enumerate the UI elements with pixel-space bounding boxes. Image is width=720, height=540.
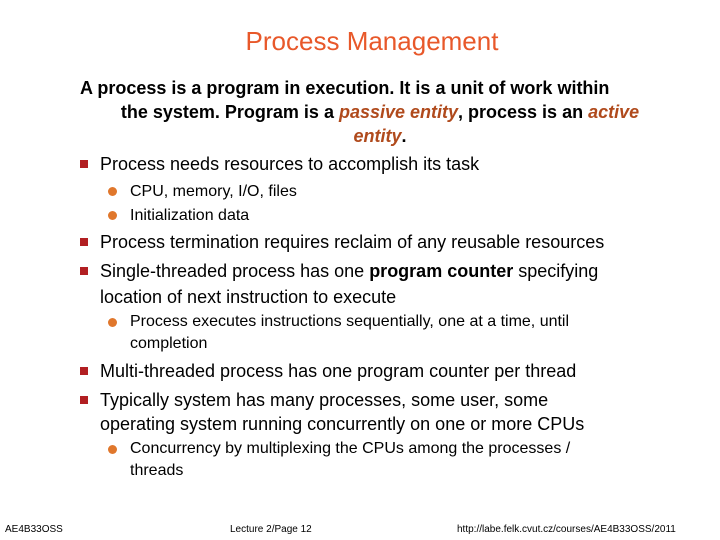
round-bullet-icon (108, 187, 117, 196)
bullet-text (100, 257, 680, 286)
bullet-text-part: specifying (513, 261, 599, 281)
bullet-text: Multi-threaded process has one program counter per thread (100, 361, 577, 381)
intro-paragraph (80, 76, 680, 148)
round-bullet-icon (108, 318, 117, 327)
intro-line-2 (80, 100, 680, 124)
intro-text: the system. Program is a (120, 102, 339, 122)
round-bullet-icon (108, 211, 117, 220)
intro-line-1: A process is a program in execution. It is a unit of work within (80, 78, 610, 98)
square-bullet-icon (80, 396, 88, 404)
intro-text: , process is an (458, 102, 589, 122)
footer-url: http://labe.felk.cvut.cz/courses/AE4B33OSS/2011 (457, 524, 676, 535)
sub-bullet-text: completion (130, 335, 208, 352)
bullet-text: location of next instruction to execute (100, 287, 397, 307)
slide-title: Process Management (245, 26, 499, 56)
passive-entity-term: passive entity (338, 102, 459, 122)
entity-term: entity (353, 126, 402, 146)
square-bullet-icon (80, 267, 88, 275)
program-counter-term: program counter (369, 261, 514, 281)
active-term: active (588, 102, 640, 122)
bullet-text: Typically system has many processes, some user, some (100, 390, 549, 410)
sub-bullet-text: CPU, memory, I/O, files (130, 183, 297, 200)
bullet-text-part: Single-threaded process has one (100, 261, 370, 281)
intro-period: . (401, 126, 407, 146)
square-bullet-icon (80, 238, 88, 246)
bullet-text: Process needs resources to accomplish its task (100, 154, 480, 174)
footer-course-code: AE4B33OSS (5, 524, 63, 535)
footer-page-number: Lecture 2/Page 12 (230, 524, 312, 535)
bullet-text: operating system running concurrently on one or more CPUs (100, 414, 585, 434)
square-bullet-icon (80, 367, 88, 375)
sub-bullet-text: Process executes instructions sequentially, one at a time, until (130, 313, 570, 330)
bullet-text: Process termination requires reclaim of any reusable resources (100, 232, 605, 252)
round-bullet-icon (108, 445, 117, 454)
intro-line-3 (80, 124, 680, 148)
sub-bullet-text: Initialization data (130, 207, 250, 224)
sub-bullet-text: Concurrency by multiplexing the CPUs among the processes / (130, 440, 571, 457)
square-bullet-icon (80, 160, 88, 168)
sub-bullet-text: threads (130, 462, 184, 479)
